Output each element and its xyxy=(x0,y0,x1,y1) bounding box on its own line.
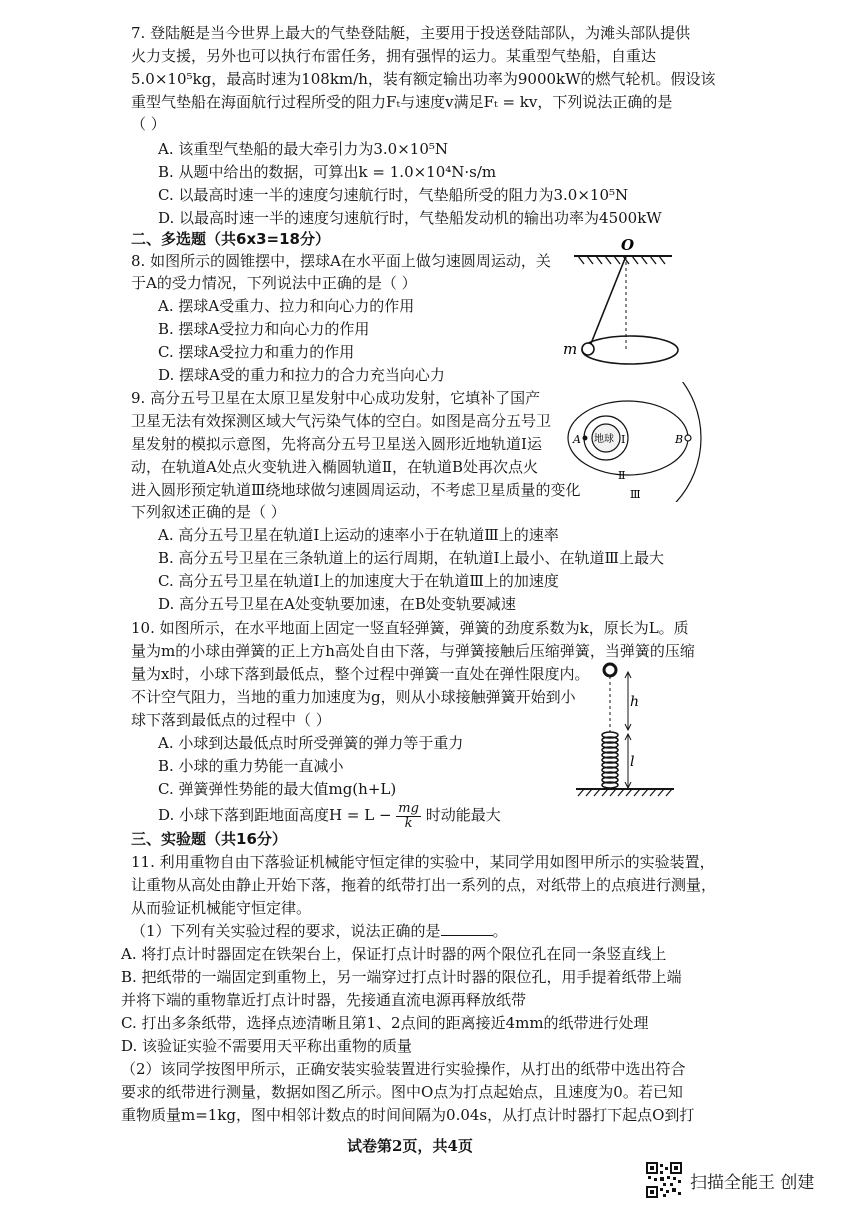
point-b-marker xyxy=(685,435,691,441)
falling-ball xyxy=(604,664,616,676)
scanner-watermark xyxy=(646,1162,814,1198)
fraction-numerator: mg xyxy=(398,800,419,816)
earth-label: 地球 xyxy=(594,434,614,445)
point-b-label: B xyxy=(675,433,684,446)
q7-stem-line: （ ） xyxy=(131,115,166,133)
q7-stem-line: 重型气垫船在海面航行过程所受的阻力Fₜ与速度v满足Fₜ = kv，下列说法正确的是 xyxy=(131,93,673,111)
q9-stem-line: 进入圆形预定轨道Ⅲ绕地球做匀速圆周运动，不考虑卫星质量的变化 xyxy=(131,481,581,499)
q10-option-d xyxy=(158,801,501,831)
q11-option-b: B. 把纸带的一端固定到重物上，另一端穿过打点计时器的限位孔，用手提着纸带上端 xyxy=(121,968,682,986)
q10-option-b: B. 小球的重力势能一直减小 xyxy=(158,757,344,775)
ball-mass-label: m xyxy=(563,340,578,358)
q9-option-c: C. 高分五号卫星在轨道Ⅰ上的加速度大于在轨道Ⅲ上的加速度 xyxy=(158,572,559,590)
answer-blank xyxy=(441,921,493,936)
q11-stem-line: 11. 利用重物自由下落验证机械能守恒定律的实验中，某同学用如图甲所示的实验装置， xyxy=(131,853,715,871)
q11-option-b-cont: 并将下端的重物靠近打点计时器，先接通直流电源再释放纸带 xyxy=(121,991,527,1009)
q7-stem-line: 火力支援，另外也可以执行布雷任务，拥有强悍的运力。某重型气垫船，自重达 xyxy=(131,47,657,65)
q8-option-c: C. 摆球A受拉力和重力的作用 xyxy=(158,343,355,361)
q11-part1-end: 。 xyxy=(492,922,508,940)
q10-stem-line: 球下落到最低点的过程中（ ） xyxy=(131,711,331,729)
q9-option-a: A. 高分五号卫星在轨道Ⅰ上运动的速率小于在轨道Ⅲ上的速率 xyxy=(158,526,559,544)
q10-option-d-suffix: 时动能最大 xyxy=(425,806,501,824)
q9-stem-line: 星发射的模拟示意图，先将高分五号卫星送入圆形近地轨道Ⅰ运 xyxy=(131,435,542,453)
watermark-text: 扫描全能王 创建 xyxy=(690,1172,815,1193)
q11-stem-line: 从而验证机械能守恒定律。 xyxy=(131,899,312,917)
pendulum-string xyxy=(590,256,626,346)
q9-stem-line: 下列叙述正确的是（ ） xyxy=(131,503,286,521)
conical-pendulum-figure xyxy=(560,232,720,382)
q11-option-d: D. 该验证实验不需要用天平称出重物的质量 xyxy=(121,1037,413,1055)
q11-option-c: C. 打出多条纸带，选择点迹清晰且第1、2点间的距离接近4mm的纸带进行处理 xyxy=(121,1014,649,1032)
q11-stem-line: 让重物从高处由静止开始下落，拖着的纸带打出一系列的点，对纸带上的点痕进行测量， xyxy=(131,876,717,894)
q8-option-d: D. 摆球A受的重力和拉力的合力充当向心力 xyxy=(158,366,445,384)
height-h-label: h xyxy=(630,694,640,710)
section-title-experiment: 三、实验题（共16分） xyxy=(131,830,287,848)
q10-stem-line: 10. 如图所示，在水平地面上固定一竖直轻弹簧，弹簧的劲度系数为k，原长为L。质 xyxy=(131,619,689,637)
q8-option-a: A. 摆球A受重力、拉力和向心力的作用 xyxy=(158,297,415,315)
q11-part1-text: （1）下列有关实验过程的要求，说法正确的是 xyxy=(131,922,441,940)
q11-part2-line: 要求的纸带进行测量，数据如图乙所示。图中O点为打点起始点，且速度为0。若已知 xyxy=(121,1083,683,1101)
q10-option-a: A. 小球到达最低点时所受弹簧的弹力等于重力 xyxy=(158,734,464,752)
circular-path-ellipse xyxy=(582,336,678,364)
q11-option-a: A. 将打点计时器固定在铁架台上，保证打点计时器的两个限位孔在同一条竖直线上 xyxy=(121,945,667,963)
q10-stem-line: 不计空气阻力，当地的重力加速度为g，则从小球接触弹簧开始到小 xyxy=(131,688,576,706)
q8-stem-line: 于A的受力情况，下列说法中正确的是（ ） xyxy=(131,274,417,292)
orbit-three-label: Ⅲ xyxy=(630,488,641,501)
orbit-one-label: Ⅰ xyxy=(621,433,626,446)
point-a-marker xyxy=(583,436,588,441)
q9-stem-line: 动，在轨道A处点火变轨进入椭圆轨道Ⅱ，在轨道B处再次点火 xyxy=(131,458,539,476)
q10-stem-line: 量为x时，小球下落到最低点，整个过程中弹簧一直处在弹性限度内。 xyxy=(131,665,590,683)
q11-part1 xyxy=(131,920,508,942)
q10-option-d-prefix: D. 小球下落到距地面高度H = L − xyxy=(158,806,392,824)
fraction-mg-over-k xyxy=(396,802,421,831)
q7-option-d: D. 以最高时速一半的速度匀速航行时，气垫船发动机的输出功率为4500kW xyxy=(158,209,662,227)
q9-stem-line: 9. 高分五号卫星在太原卫星发射中心成功发射，它填补了国产 xyxy=(131,389,541,407)
q10-stem-line: 量为m的小球由弹簧的正上方h高处自由下落，与弹簧接触后压缩弹簧，当弹簧的压缩 xyxy=(131,642,695,660)
q7-option-b: B. 从题中给出的数据，可算出k = 1.0×10⁴N·s/m xyxy=(158,163,497,181)
q9-stem-line: 卫星无法有效探测区域大气污染气体的空白。如图是高分五号卫 xyxy=(131,412,552,430)
q11-part2-line: 重物质量m=1kg，图中相邻计数点的时间间隔为0.04s，从打点计时器打下起点O到打 xyxy=(121,1106,695,1124)
q9-option-b: B. 高分五号卫星在三条轨道上的运行周期，在轨道Ⅰ上最小、在轨道Ⅲ上最大 xyxy=(158,549,664,567)
section-title-multiple-choice: 二、多选题（共6x3=18分） xyxy=(131,230,330,248)
ceiling-hatching xyxy=(578,256,665,264)
fraction-denominator: k xyxy=(404,815,413,831)
pivot-label: O xyxy=(621,236,635,254)
q7-stem-line: 5.0×10⁵kg，最高时速为108km/h，装有额定输出功率为9000kW的燃气轮机。假设该 xyxy=(131,70,716,88)
orbit-two-label: Ⅱ xyxy=(618,469,626,482)
q8-option-b: B. 摆球A受拉力和向心力的作用 xyxy=(158,320,370,338)
q7-option-c: C. 以最高时速一半的速度匀速航行时，气垫船所受的阻力为3.0×10⁵N xyxy=(158,186,629,204)
page-footer: 试卷第2页，共4页 xyxy=(347,1137,473,1155)
q7-stem-line: 7. 登陆艇是当今世界上最大的气垫登陆艇，主要用于投送登陆部队，为滩头部队提供 xyxy=(131,24,691,42)
satellite-orbits-figure xyxy=(558,382,718,502)
point-a-label: A xyxy=(573,433,581,446)
ground-hatching xyxy=(578,789,672,796)
length-l-label: l xyxy=(630,754,635,770)
qr-code-icon xyxy=(646,1162,682,1198)
q9-option-d: D. 高分五号卫星在A处变轨要加速，在B处变轨要减速 xyxy=(158,595,516,613)
q8-stem-line: 8. 如图所示的圆锥摆中，摆球A在水平面上做匀速圆周运动，关 xyxy=(131,252,551,270)
pendulum-ball xyxy=(582,343,594,355)
spring-coil xyxy=(602,732,618,788)
q7-option-a: A. 该重型气垫船的最大牵引力为3.0×10⁵N xyxy=(158,140,449,158)
q11-part2-line: （2）该同学按图甲所示，正确安装实验装置进行实验操作，从打出的纸带中选出符合 xyxy=(121,1060,686,1078)
q10-option-c: C. 弹簧弹性势能的最大值mg(h+L) xyxy=(158,780,397,798)
spring-ball-figure xyxy=(570,660,680,800)
